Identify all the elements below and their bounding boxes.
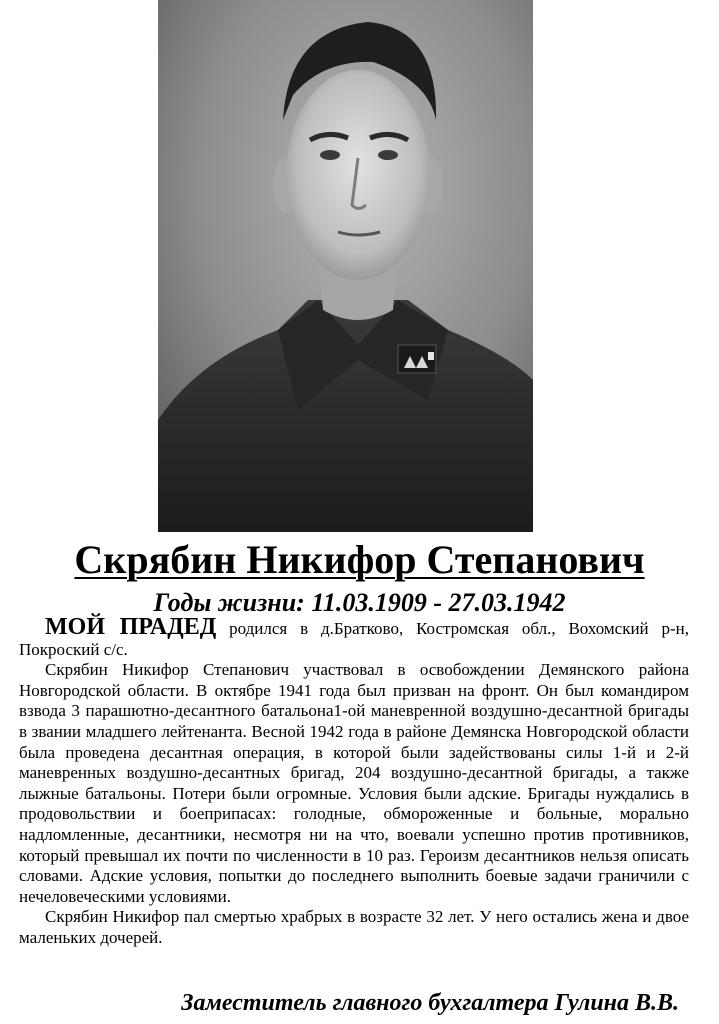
portrait-silhouette-icon	[158, 0, 533, 532]
person-name	[0, 536, 719, 584]
signature: Заместитель главного бухгалтера Гулина В.В.	[181, 990, 679, 1016]
bio-paragraph-3: Скрябин Никифор пал смертью храбрых в возрасте 32 лет. У него остались жена и двое маленьких дочерей.	[19, 907, 689, 947]
biography	[19, 614, 690, 949]
bio-paragraph-2: Скрябин Никифор Степанович участвовал в освобождении Демянского района Новгородской области. В октябре 1941 года был призван на фронт. Он был командиром взвода 3 парашютно-десантного батальона1-ой маневренной воздушно-десантной бригады в звании младшего лейтенанта. Весной 1942 года в районе Демянска Новгородской области была проведена десантная операция, в которой были задействованы силы 1-й и 2-й маневренных воздушно-десантных бригад, 204 воздушно-десантной бригады, а также лыжные батальоны. Потери были огромные. Условия были адские. Бригады нуждались в продовольствии и боеприпасах: голодные, обмороженные и больные, морально надломленные, десантники, несмотря ни на что, воевали успешно против противников, который превышал их почти по численности в 10 раз. Героизм десантников нельзя описать словами. Адские условия, попытки до последнего выполнить боевые задачи граничили с нечеловеческими условиями.	[19, 660, 689, 906]
bio-birthplace: родился в д.Братково, Костромская обл., Вохомский р-н, Покроский с/с.	[19, 619, 690, 659]
person-name-text: Скрябин Никифор Степанович	[74, 537, 645, 582]
bio-lead-word: МОЙ ПРАДЕД	[45, 614, 217, 640]
portrait-photo	[158, 0, 533, 532]
life-years: Годы жизни: 11.03.1909 - 27.03.1942	[153, 588, 566, 617]
bio-paragraph-1	[19, 614, 690, 660]
